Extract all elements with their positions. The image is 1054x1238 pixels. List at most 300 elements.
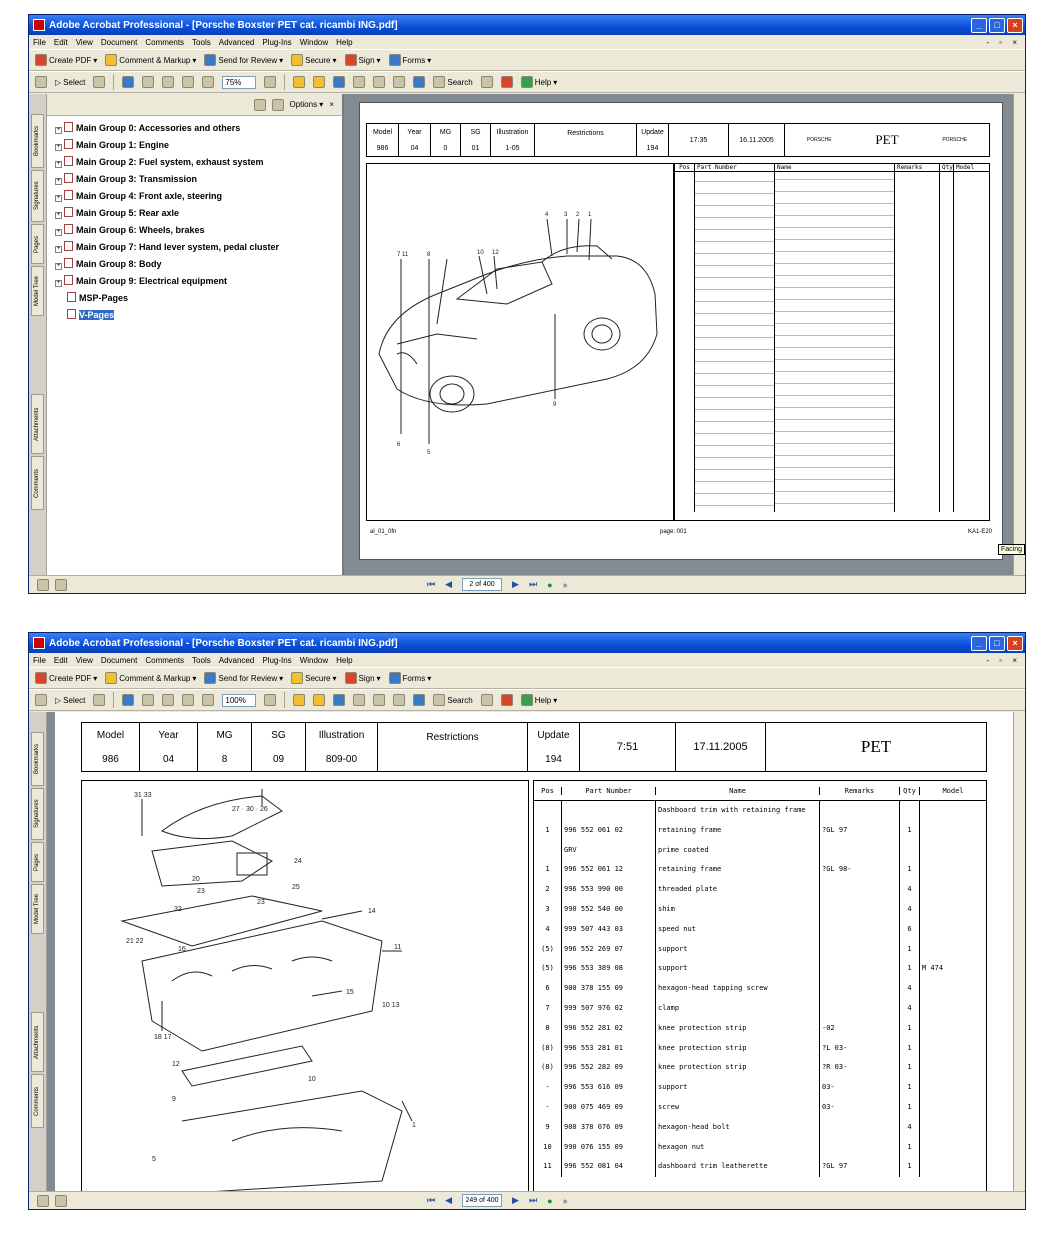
tools-toolbar <box>29 689 1025 711</box>
table-cell: 4 <box>900 900 920 920</box>
table-cell <box>820 880 900 900</box>
table-cell: 996 553 281 01 <box>562 1039 656 1059</box>
table-cell <box>920 801 986 821</box>
window-title: Adobe Acrobat Professional - [Porsche Boxster PET cat. ricambi ING.pdf] <box>49 637 398 649</box>
table-cell <box>920 1118 986 1138</box>
table-cell: 4 <box>900 1118 920 1138</box>
svg-text:27 · 30 · 26: 27 · 30 · 26 <box>232 806 268 813</box>
tasks-toolbar <box>29 667 1025 689</box>
expand-icon[interactable]: + <box>56 178 61 184</box>
table-cell <box>820 841 900 861</box>
menu-comments[interactable]: Comments <box>145 37 185 47</box>
hand-tool-icon[interactable] <box>35 694 47 706</box>
svg-text:21 22: 21 22 <box>126 938 144 945</box>
bookmark-item[interactable]: + Main Group 5: Rear axle <box>56 208 180 218</box>
comment-markup-button[interactable]: Comment & Markup ▾ <box>105 54 196 66</box>
bookmark-item[interactable]: + Main Group 3: Transmission <box>56 174 198 184</box>
svg-text:8: 8 <box>427 252 431 258</box>
svg-text:20: 20 <box>192 876 200 883</box>
send-review-button[interactable]: Send for Review ▾ <box>204 54 283 66</box>
page-number-input[interactable]: 249 of 400 <box>462 1194 502 1207</box>
vertical-scrollbar[interactable] <box>1013 94 1025 575</box>
table-cell: 996 553 616 09 <box>562 1078 656 1098</box>
page-icon <box>64 224 73 234</box>
table-row <box>534 841 986 861</box>
menu-window[interactable]: Window <box>299 655 329 665</box>
create-pdf-button[interactable]: Create PDF ▾ <box>35 54 97 66</box>
table-cell <box>562 801 656 821</box>
page-header-table: Model 986 Year 04 MG 0 SG 01 Illustration 1-05 Restrictions Update 194 17:35 16.11.2005 PORSCHE PET PORSCHE <box>366 123 990 157</box>
tab-bookmarks[interactable]: Bookmarks <box>31 732 44 786</box>
close-button[interactable]: × <box>1007 18 1023 33</box>
menu-advanced[interactable]: Advanced <box>218 655 255 665</box>
table-cell: 996 552 061 12 <box>562 860 656 880</box>
maximize-button[interactable]: □ <box>989 636 1005 651</box>
page-size-icon <box>55 579 67 591</box>
folder-icon[interactable] <box>313 76 325 88</box>
menu-bar <box>29 35 1025 49</box>
vertical-scrollbar[interactable] <box>1013 712 1025 1191</box>
menu-view[interactable]: View <box>75 655 93 665</box>
table-cell <box>920 860 986 880</box>
fit-page-icon[interactable] <box>162 76 174 88</box>
svg-text:31 33: 31 33 <box>134 792 152 799</box>
expand-icon[interactable]: + <box>56 195 61 201</box>
email-icon[interactable] <box>373 694 385 706</box>
yahoo-icon[interactable] <box>501 694 513 706</box>
table-cell <box>920 999 986 1019</box>
menu-help[interactable]: Help <box>336 655 353 665</box>
save-icon[interactable] <box>333 694 345 706</box>
pen-icon <box>345 54 357 66</box>
content-area <box>29 94 1025 575</box>
table-cell: speed nut <box>656 920 820 940</box>
table-cell <box>920 880 986 900</box>
tasks-toolbar <box>29 49 1025 71</box>
parts-table-header: Pos Part Number Name Remarks Qty Model <box>534 781 986 801</box>
pdf-page <box>359 102 1003 560</box>
open-folder-icon[interactable] <box>293 694 305 706</box>
expand-icon[interactable]: + <box>56 212 61 218</box>
table-cell <box>820 920 900 940</box>
tab-model-tree[interactable]: Model Tree <box>31 266 44 316</box>
expand-icon[interactable]: + <box>56 263 61 269</box>
secure-button[interactable]: Secure ▾ <box>291 672 336 684</box>
table-cell <box>920 1098 986 1118</box>
table-cell: 1 <box>900 1058 920 1078</box>
page-navigation <box>427 1194 568 1207</box>
secure-button[interactable]: Secure ▾ <box>291 54 336 66</box>
table-cell: 1 <box>900 1039 920 1059</box>
table-cell: hexagon nut <box>656 1138 820 1158</box>
table-row <box>534 999 986 1019</box>
svg-text:16: 16 <box>178 946 186 953</box>
menu-help[interactable]: Help <box>336 37 353 47</box>
minimize-button[interactable]: _ <box>971 18 987 33</box>
minimize-button[interactable]: _ <box>971 636 987 651</box>
tab-attachments[interactable]: Attachments <box>31 1012 44 1072</box>
menu-bar <box>29 653 1025 667</box>
table-cell: ?R 03- <box>820 1058 900 1078</box>
help-button[interactable]: Help ▾ <box>521 76 557 88</box>
delete-bookmark-icon[interactable] <box>254 99 266 111</box>
expand-icon[interactable]: + <box>56 144 61 150</box>
table-cell <box>820 940 900 960</box>
menu-document[interactable]: Document <box>100 37 138 47</box>
select-tool-button[interactable]: ▷ Select <box>55 695 86 705</box>
page-icon <box>64 173 73 183</box>
table-cell: 1 <box>900 860 920 880</box>
comment-icon <box>105 672 117 684</box>
spelling-icon[interactable] <box>481 694 493 706</box>
actual-size-icon[interactable] <box>142 76 154 88</box>
parts-table <box>674 163 990 521</box>
table-row <box>534 1157 986 1177</box>
table-cell <box>920 821 986 841</box>
tab-bookmarks[interactable]: Bookmarks <box>31 114 44 168</box>
tab-signatures[interactable]: Signatures <box>31 170 44 222</box>
search-button[interactable]: Search <box>433 694 472 706</box>
table-cell <box>820 959 900 979</box>
page-ref: KA1-E20 <box>967 529 992 535</box>
table-row <box>534 880 986 900</box>
last-page-icon[interactable]: ⏭ <box>528 579 538 589</box>
snapshot-icon[interactable] <box>93 694 105 706</box>
table-row <box>534 1138 986 1158</box>
send-review-button[interactable]: Send for Review ▾ <box>204 672 283 684</box>
table-row <box>534 979 986 999</box>
sign-button[interactable]: Sign ▾ <box>345 672 381 684</box>
bookmark-item[interactable]: + Main Group 7: Hand lever system, pedal cluster <box>56 242 280 252</box>
facing-tooltip: Facing <box>998 544 1025 555</box>
page-number: page: 001 <box>660 529 687 535</box>
table-cell: 999 507 443 03 <box>562 920 656 940</box>
zoom-out-icon[interactable] <box>202 694 214 706</box>
table-cell <box>920 1157 986 1177</box>
menu-comments[interactable]: Comments <box>145 655 185 665</box>
svg-text:7 11: 7 11 <box>397 252 409 258</box>
document-window-controls[interactable]: - ▫ × <box>986 655 1021 665</box>
table-cell: threaded plate <box>656 880 820 900</box>
bookmark-item-selected[interactable]: V-Pages <box>47 307 342 324</box>
expand-icon[interactable]: + <box>56 127 61 133</box>
table-cell: - <box>534 1098 562 1118</box>
hand-tool-icon[interactable] <box>35 76 47 88</box>
menu-file[interactable]: File <box>33 37 46 47</box>
menu-window[interactable]: Window <box>299 37 329 47</box>
menu-document[interactable]: Document <box>100 655 138 665</box>
table-row <box>534 1098 986 1118</box>
zoom-input[interactable]: 100% <box>222 694 256 707</box>
svg-text:18 17: 18 17 <box>154 1034 172 1041</box>
options-menu[interactable]: Options ▾ <box>289 100 324 109</box>
tools-toolbar <box>29 71 1025 93</box>
bookmark-item[interactable]: + Main Group 9: Electrical equipment <box>56 276 228 286</box>
next-view-icon[interactable]: ● <box>562 579 568 590</box>
content-area <box>29 712 1025 1191</box>
table-cell: 1 <box>900 821 920 841</box>
page-header-table: Model 986 Year 04 MG 8 SG 09 Illustration 809-00 Restrictions Update 194 7:51 17.11.2005 PET <box>81 722 987 772</box>
page-icon <box>67 292 76 302</box>
svg-text:11: 11 <box>394 944 402 951</box>
attach-icon[interactable] <box>393 694 405 706</box>
tab-model-tree[interactable]: Model Tree <box>31 884 44 934</box>
document-window-controls[interactable]: - ▫ × <box>986 37 1021 47</box>
next-page-icon[interactable]: ▶ <box>512 579 519 589</box>
window-title: Adobe Acrobat Professional - [Porsche Boxster PET cat. ricambi ING.pdf] <box>49 19 398 31</box>
tab-attachments[interactable]: Attachments <box>31 394 44 454</box>
table-cell: 1 <box>900 959 920 979</box>
hand-status-icon[interactable] <box>37 579 49 591</box>
menu-plugins[interactable]: Plug-Ins <box>262 655 292 665</box>
expand-icon[interactable]: + <box>56 229 61 235</box>
table-cell: 900 075 469 09 <box>562 1098 656 1118</box>
table-cell: hexagon-head bolt <box>656 1118 820 1138</box>
table-row <box>534 821 986 841</box>
last-page-icon[interactable]: ⏭ <box>528 1195 538 1205</box>
spelling-icon[interactable] <box>481 76 493 88</box>
dashboard-exploded-view <box>81 780 529 1193</box>
expand-icon[interactable]: + <box>56 246 61 252</box>
acrobat-app-icon <box>33 19 45 31</box>
tab-comments[interactable]: Comments <box>31 1074 44 1128</box>
table-cell: 996 552 282 09 <box>562 1058 656 1078</box>
menu-view[interactable]: View <box>75 37 93 47</box>
svg-text:4: 4 <box>545 212 549 218</box>
print-icon[interactable] <box>353 76 365 88</box>
previous-view-icon[interactable]: ● <box>547 1195 553 1206</box>
close-button[interactable]: × <box>1007 636 1023 651</box>
table-row <box>534 801 986 821</box>
bookmark-item[interactable]: + Main Group 0: Accessories and others <box>56 123 241 133</box>
snapshot-icon[interactable] <box>93 76 105 88</box>
create-pdf-button[interactable]: Create PDF ▾ <box>35 672 97 684</box>
table-cell: 6 <box>534 979 562 999</box>
table-cell: - <box>534 1078 562 1098</box>
save-icon[interactable] <box>333 76 345 88</box>
menu-tools[interactable]: Tools <box>192 655 211 665</box>
table-cell: (8) <box>534 1058 562 1078</box>
table-cell: 03- <box>820 1078 900 1098</box>
tab-pages[interactable]: Pages <box>31 842 44 882</box>
acrobat-window-2 <box>28 632 1026 1210</box>
table-cell <box>820 900 900 920</box>
table-cell: 996 552 061 02 <box>562 821 656 841</box>
forms-button[interactable]: Forms ▾ <box>389 54 432 66</box>
svg-text:23: 23 <box>197 888 205 895</box>
binoculars-icon <box>433 694 445 706</box>
table-cell: Dashboard trim with retaining frame <box>656 801 820 821</box>
page-navigation <box>427 578 568 591</box>
first-page-icon[interactable]: ⏮ <box>427 1195 436 1205</box>
table-cell <box>820 979 900 999</box>
svg-text:14: 14 <box>368 908 376 915</box>
svg-text:1: 1 <box>588 212 592 218</box>
menu-edit[interactable]: Edit <box>53 655 68 665</box>
globe-icon[interactable] <box>413 694 425 706</box>
table-cell: 996 553 990 00 <box>562 880 656 900</box>
table-row <box>534 860 986 880</box>
table-row <box>534 920 986 940</box>
table-cell: ?GL 98- <box>820 860 900 880</box>
select-tool-button[interactable]: ▷ Select <box>55 77 86 87</box>
zoom-plus-icon[interactable] <box>264 694 276 706</box>
title-bar <box>29 15 1025 35</box>
fit-width-icon[interactable] <box>182 76 194 88</box>
bookmark-item[interactable]: MSP-Pages <box>47 290 342 307</box>
navigation-tabs <box>29 94 47 575</box>
table-cell: 999 507 976 02 <box>562 999 656 1019</box>
menu-file[interactable]: File <box>33 655 46 665</box>
parts-table-body <box>534 801 986 1177</box>
table-row <box>534 1118 986 1138</box>
close-panel-icon[interactable]: × <box>329 100 334 109</box>
table-cell: clamp <box>656 999 820 1019</box>
bookmarks-panel <box>47 94 344 575</box>
new-bookmark-icon[interactable] <box>272 99 284 111</box>
tab-comments[interactable]: Comments <box>31 456 44 510</box>
table-row <box>534 1019 986 1039</box>
expand-icon[interactable]: + <box>56 280 61 286</box>
table-cell: 8 <box>534 1019 562 1039</box>
comment-markup-button[interactable]: Comment & Markup ▾ <box>105 672 196 684</box>
table-cell <box>900 841 920 861</box>
table-cell <box>920 1019 986 1039</box>
table-row <box>534 1078 986 1098</box>
maximize-button[interactable]: □ <box>989 18 1005 33</box>
table-cell: ?GL 97 <box>820 821 900 841</box>
create-pdf-icon <box>35 672 47 684</box>
actual-size-icon[interactable] <box>142 694 154 706</box>
page-icon <box>64 122 73 132</box>
fit-page-icon[interactable] <box>162 694 174 706</box>
page-icon <box>64 207 73 217</box>
prev-page-icon[interactable]: ◀ <box>445 579 453 589</box>
zoom-input[interactable]: 75% <box>222 76 256 89</box>
menu-plugins[interactable]: Plug-Ins <box>262 37 292 47</box>
next-view-icon[interactable]: ● <box>562 1195 568 1206</box>
bookmark-item[interactable]: + Main Group 6: Wheels, brakes <box>56 225 205 235</box>
table-cell <box>534 801 562 821</box>
page-icon <box>64 275 73 285</box>
parts-table <box>533 780 987 1193</box>
status-bar <box>29 575 1025 593</box>
table-cell: 3 <box>534 900 562 920</box>
table-cell: -02 <box>820 1019 900 1039</box>
menu-edit[interactable]: Edit <box>53 37 68 47</box>
menu-tools[interactable]: Tools <box>192 37 211 47</box>
svg-text:1: 1 <box>412 1122 416 1129</box>
status-bar <box>29 1191 1025 1209</box>
first-page-icon[interactable]: ⏮ <box>427 579 436 589</box>
table-row <box>534 1039 986 1059</box>
table-cell: 990 552 540 00 <box>562 900 656 920</box>
globe-icon[interactable] <box>413 76 425 88</box>
next-page-icon[interactable]: ▶ <box>512 1195 519 1205</box>
prev-page-icon[interactable]: ◀ <box>445 1195 453 1205</box>
binoculars-icon <box>433 76 445 88</box>
help-button[interactable]: Help ▾ <box>521 694 557 706</box>
table-cell: 4 <box>534 920 562 940</box>
table-cell: 1 <box>900 940 920 960</box>
tab-signatures[interactable]: Signatures <box>31 788 44 840</box>
email-icon[interactable] <box>373 76 385 88</box>
zoom-in-icon[interactable] <box>122 76 134 88</box>
table-cell <box>820 999 900 1019</box>
sign-button[interactable]: Sign ▾ <box>345 54 381 66</box>
svg-text:6: 6 <box>397 442 401 448</box>
table-cell: (8) <box>534 1039 562 1059</box>
page-number-input[interactable]: 2 of 400 <box>462 578 502 591</box>
page-icon <box>67 309 76 319</box>
table-cell: 1 <box>900 1098 920 1118</box>
svg-text:2: 2 <box>576 212 580 218</box>
zoom-out-icon[interactable] <box>202 76 214 88</box>
send-review-icon <box>204 672 216 684</box>
menu-advanced[interactable]: Advanced <box>218 37 255 47</box>
table-cell: (5) <box>534 940 562 960</box>
table-cell <box>920 841 986 861</box>
table-cell: 1 <box>900 1157 920 1177</box>
svg-text:9: 9 <box>172 1096 176 1103</box>
forms-icon <box>389 672 401 684</box>
table-cell: support <box>656 959 820 979</box>
bookmark-item[interactable]: + Main Group 2: Fuel system, exhaust system <box>56 157 264 167</box>
expand-icon[interactable]: + <box>56 161 61 167</box>
table-cell <box>820 1138 900 1158</box>
table-cell <box>920 940 986 960</box>
table-cell: prime coated <box>656 841 820 861</box>
search-button[interactable]: Search <box>433 76 472 88</box>
help-icon <box>521 694 533 706</box>
bookmark-item[interactable]: + Main Group 8: Body <box>56 259 162 269</box>
zoom-in-icon[interactable] <box>122 694 134 706</box>
tab-pages[interactable]: Pages <box>31 224 44 264</box>
svg-text:12: 12 <box>492 250 499 256</box>
title-bar <box>29 633 1025 653</box>
table-cell <box>820 801 900 821</box>
table-cell: knee protection strip <box>656 1058 820 1078</box>
svg-text:23: 23 <box>257 899 265 906</box>
table-cell: 2 <box>534 880 562 900</box>
svg-text:3: 3 <box>564 212 568 218</box>
zoom-plus-icon[interactable] <box>264 76 276 88</box>
bookmark-item[interactable]: + Main Group 4: Front axle, steering <box>56 191 223 201</box>
table-cell: 4 <box>900 979 920 999</box>
folder-icon[interactable] <box>313 694 325 706</box>
table-cell: 900 378 076 09 <box>562 1118 656 1138</box>
table-cell: 996 553 389 08 <box>562 959 656 979</box>
table-cell: 900 378 155 09 <box>562 979 656 999</box>
table-cell <box>920 1138 986 1158</box>
fit-width-icon[interactable] <box>182 694 194 706</box>
table-row <box>534 900 986 920</box>
hand-status-icon[interactable] <box>37 1195 49 1207</box>
table-cell: 6 <box>900 920 920 940</box>
previous-view-icon[interactable]: ● <box>547 579 553 590</box>
open-folder-icon[interactable] <box>293 76 305 88</box>
table-cell: hexagon-head tapping screw <box>656 979 820 999</box>
table-cell: support <box>656 940 820 960</box>
print-icon[interactable] <box>353 694 365 706</box>
bookmark-item[interactable]: + Main Group 1: Engine <box>56 140 170 150</box>
attach-icon[interactable] <box>393 76 405 88</box>
table-cell: support <box>656 1078 820 1098</box>
forms-icon <box>389 54 401 66</box>
forms-button[interactable]: Forms ▾ <box>389 672 432 684</box>
yahoo-icon[interactable] <box>501 76 513 88</box>
table-row <box>534 940 986 960</box>
